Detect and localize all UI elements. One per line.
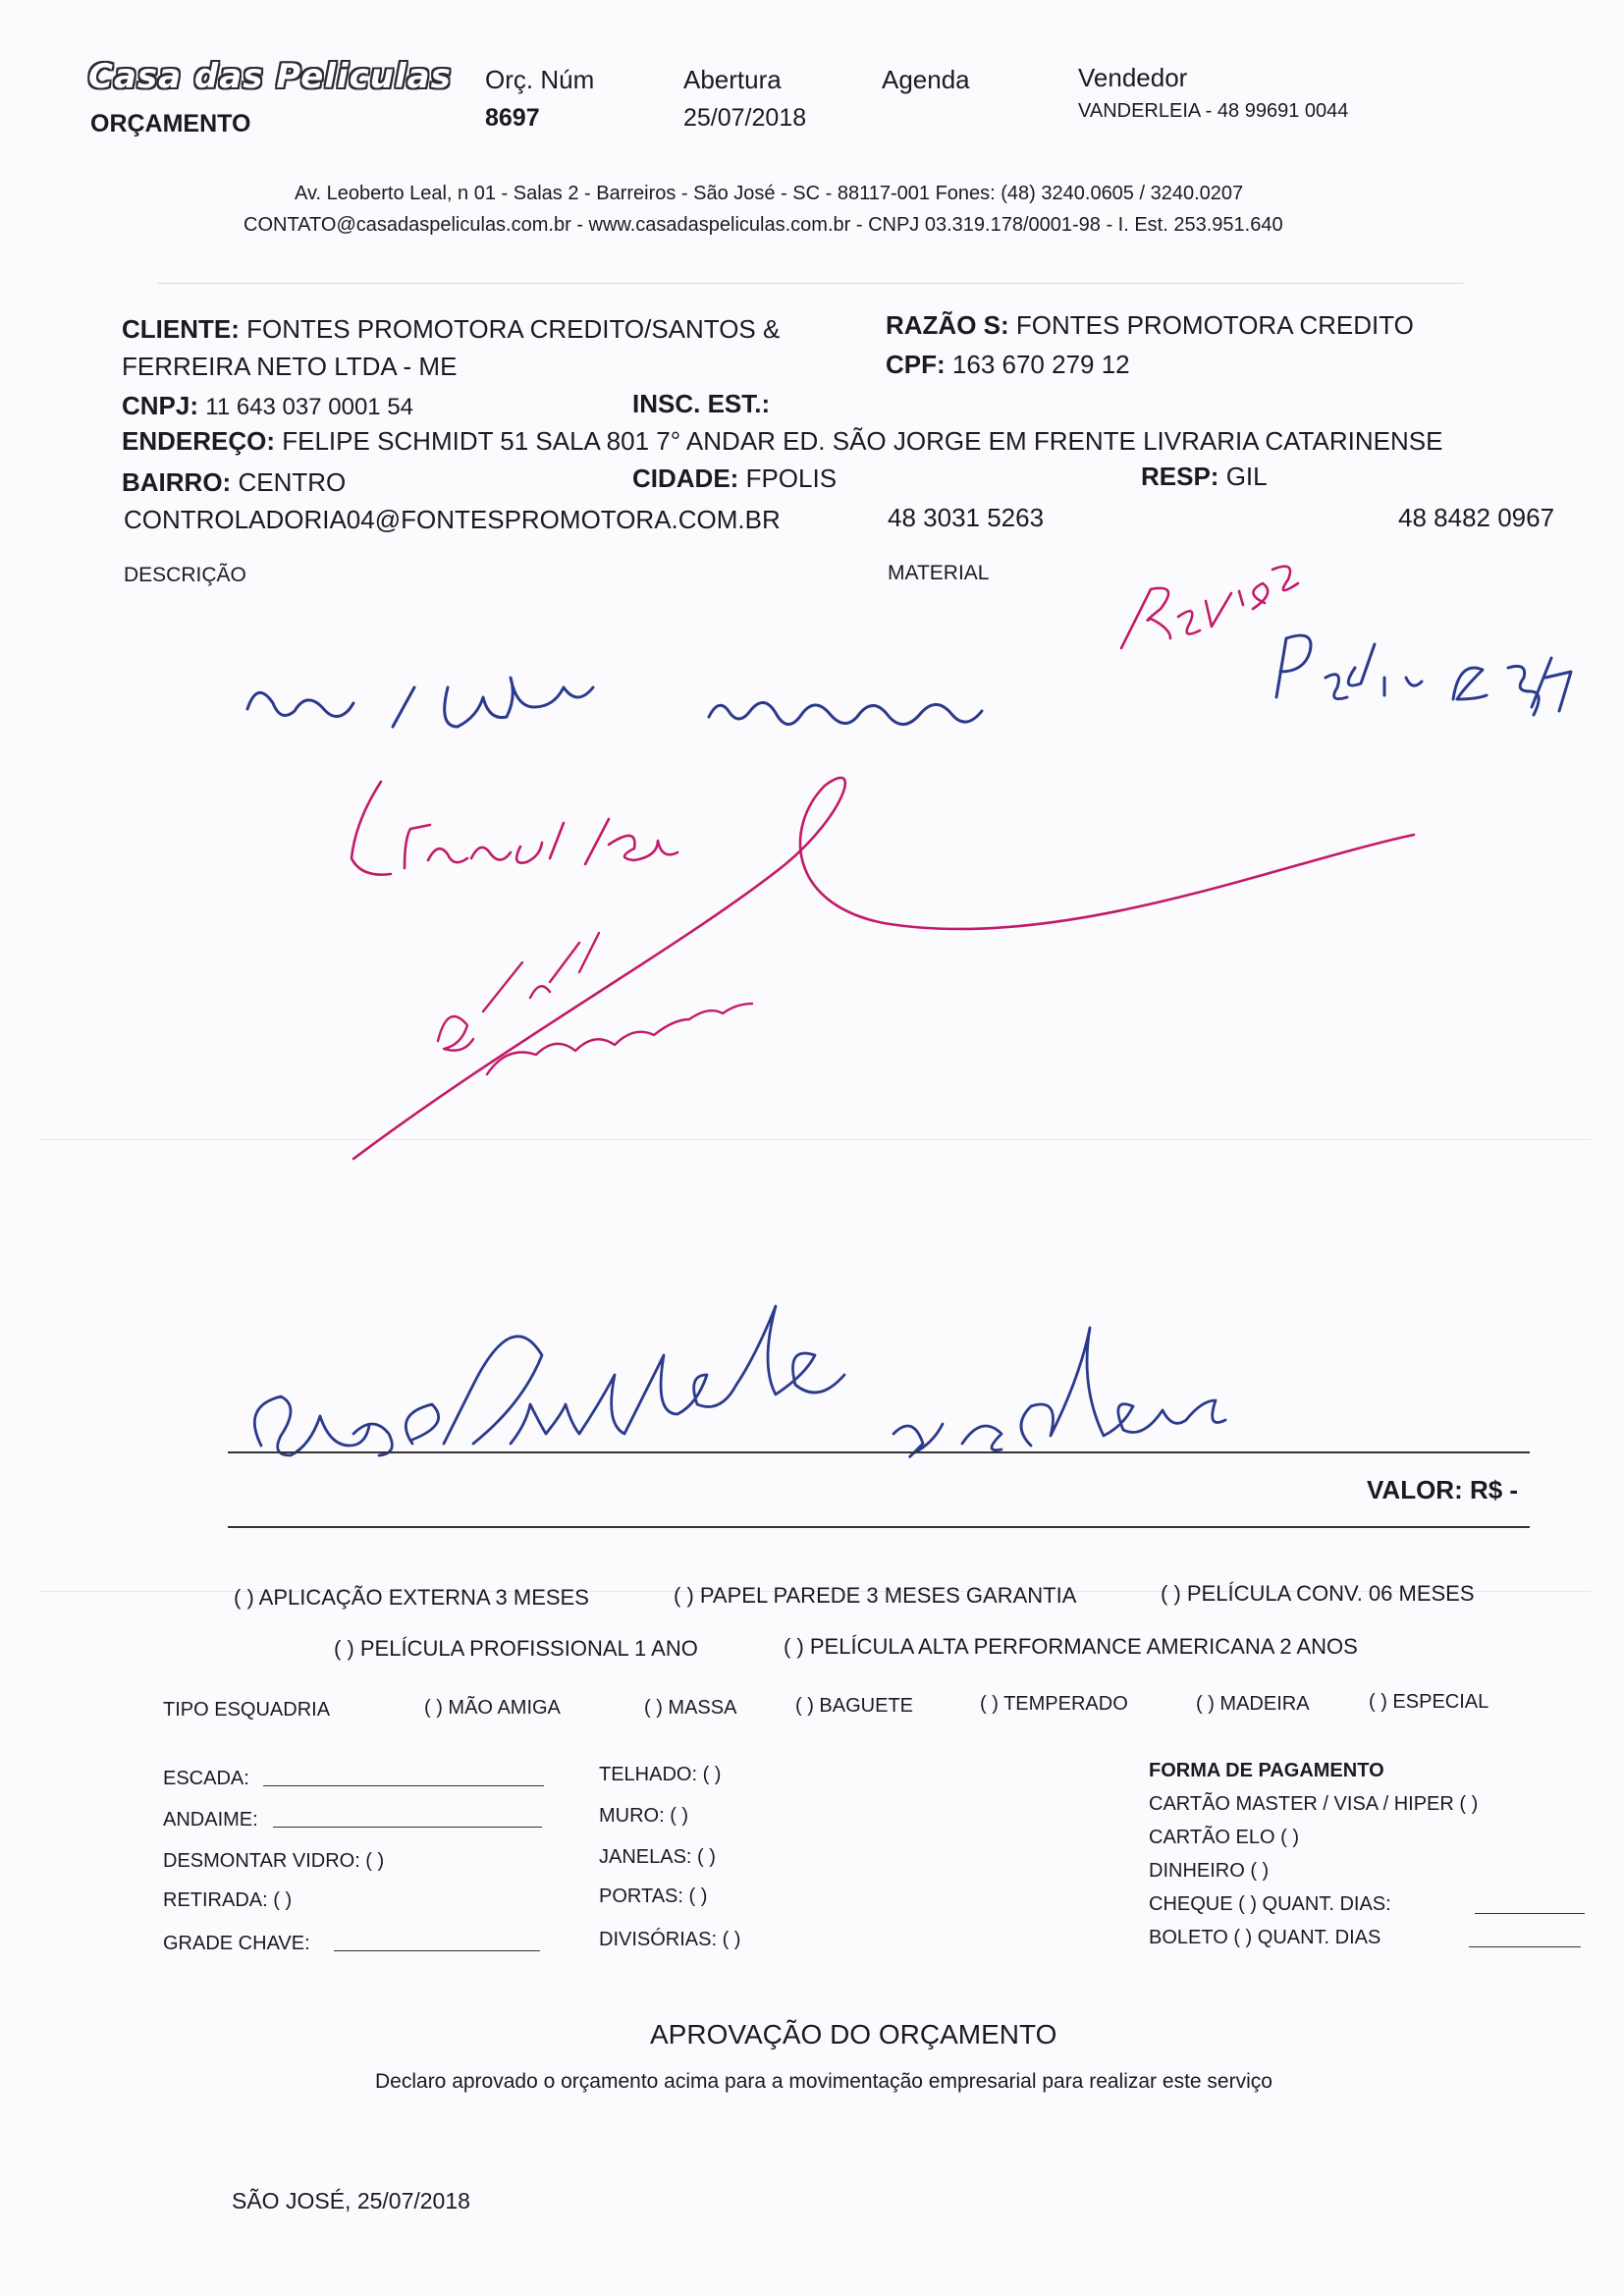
andaime-field: ANDAIME: — [163, 1809, 258, 1831]
handwritten-date — [432, 982, 435, 983]
orc-num-value: 8697 — [485, 104, 540, 132]
cpf-label: CPF: — [886, 350, 946, 379]
retirada-field[interactable]: RETIRADA: ( ) — [163, 1889, 293, 1911]
resp-value: GIL — [1225, 462, 1268, 491]
option-papel-parede[interactable]: ( ) PAPEL PAREDE 3 MESES GARANTIA — [674, 1583, 1077, 1608]
insc-label: INSC. EST.: — [632, 389, 771, 418]
company-logo: Casa das Peliculas — [88, 57, 452, 96]
document-type: ORÇAMENTO — [90, 110, 251, 137]
valor-line — [228, 1526, 1530, 1528]
vendedor-label: Vendedor — [1078, 63, 1188, 92]
handwritten-revisao — [1119, 589, 1123, 590]
company-address: Av. Leoberto Leal, n 01 - Salas 2 - Barreiros - São José - SC - 88117-001 Fones: (48) 3240.0605 / 3240.0207 — [295, 183, 1244, 204]
cidade-label: CIDADE: — [632, 464, 739, 493]
signature — [255, 1394, 264, 1395]
handwritten-pedido — [1276, 648, 1281, 649]
handwriting-stroke — [1121, 567, 1298, 648]
cpf-value: 163 670 279 12 — [951, 350, 1130, 379]
esquadria-mao-amiga[interactable]: ( ) MÃO AMIGA — [424, 1697, 561, 1719]
grade-chave-field: GRADE CHAVE: — [163, 1933, 310, 1954]
agenda-label: Agenda — [882, 65, 970, 94]
handwritten-name — [491, 1041, 499, 1042]
cnpj-value: 11 643 037 0001 54 — [205, 394, 414, 420]
pagamento-cartao-elo[interactable]: CARTÃO ELO ( ) — [1149, 1827, 1299, 1848]
client-phone1: 48 3031 5263 — [888, 503, 1045, 532]
razao-value: FONTES PROMOTORA CREDITO — [1015, 310, 1414, 340]
telhado-field[interactable]: TELHADO: ( ) — [599, 1764, 722, 1785]
abertura-label: Abertura — [683, 65, 782, 94]
footer-place-date: SÃO JOSÉ, 25/07/2018 — [232, 2188, 470, 2214]
endereco-value: FELIPE SCHMIDT 51 SALA 801 7° ANDAR ED. SÃO JORGE EM FRENTE LIVRARIA CATARINENSE — [282, 426, 1443, 456]
divisorias-field[interactable]: DIVISÓRIAS: ( ) — [599, 1929, 741, 1950]
escada-field: ESCADA: — [163, 1768, 249, 1789]
descricao-header: DESCRIÇÃO — [124, 564, 246, 586]
cidade-value: FPOLIS — [745, 464, 838, 493]
client-phone2: 48 8482 0967 — [1398, 503, 1555, 532]
material-header: MATERIAL — [888, 562, 990, 584]
bairro-value: CENTRO — [238, 467, 347, 497]
desmontar-vidro-field[interactable]: DESMONTAR VIDRO: ( ) — [163, 1850, 385, 1872]
cnpj-label: CNPJ: — [122, 391, 199, 420]
janelas-field[interactable]: JANELAS: ( ) — [599, 1846, 716, 1868]
option-aplicacao-externa[interactable]: ( ) APLICAÇÃO EXTERNA 3 MESES — [234, 1585, 589, 1610]
pagamento-title: FORMA DE PAGAMENTO — [1149, 1760, 1384, 1781]
pagamento-dinheiro[interactable]: DINHEIRO ( ) — [1149, 1860, 1270, 1882]
cliente-value: FONTES PROMOTORA CREDITO/SANTOS & — [246, 314, 781, 344]
esquadria-temperado[interactable]: ( ) TEMPERADO — [980, 1693, 1128, 1715]
endereco-label: ENDEREÇO: — [122, 426, 276, 456]
esquadria-massa[interactable]: ( ) MASSA — [644, 1697, 737, 1719]
cheque-dias-line[interactable] — [1475, 1913, 1585, 1914]
handwriting-stroke — [1276, 635, 1571, 715]
esquadria-madeira[interactable]: ( ) MADEIRA — [1196, 1693, 1310, 1715]
portas-field[interactable]: PORTAS: ( ) — [599, 1886, 708, 1907]
approval-title: APROVAÇÃO DO ORÇAMENTO — [650, 2019, 1057, 2050]
handwriting-stroke — [709, 702, 982, 724]
handwriting-stroke — [254, 1306, 1225, 1456]
handwriting-stroke — [438, 933, 752, 1074]
handwriting-stroke — [352, 782, 677, 875]
client-email: CONTROLADORIA04@FONTESPROMOTORA.COM.BR — [124, 505, 781, 534]
signature-line — [228, 1451, 1530, 1453]
approval-text: Declaro aprovado o orçamento acima para a movimentação empresarial para realizar este serviço — [375, 2070, 1272, 2093]
orc-num-label: Orç. Núm — [485, 65, 595, 94]
handwriting-stroke — [353, 778, 1414, 1159]
handwritten-trocou — [373, 805, 379, 806]
razao-label: RAZÃO S: — [886, 310, 1009, 340]
handwriting-stroke — [247, 678, 593, 727]
pagamento-boleto[interactable]: BOLETO ( ) QUANT. DIAS — [1149, 1927, 1381, 1948]
esquadria-label: TIPO ESQUADRIA — [163, 1699, 331, 1721]
handwritten-description — [236, 668, 245, 669]
esquadria-baguete[interactable]: ( ) BAGUETE — [795, 1695, 914, 1717]
option-pelicula-profissional[interactable]: ( ) PELÍCULA PROFISSIONAL 1 ANO — [334, 1636, 698, 1661]
pagamento-cheque[interactable]: CHEQUE ( ) QUANT. DIAS: — [1149, 1893, 1391, 1915]
company-contact: CONTATO@casadaspeliculas.com.br - www.casadaspeliculas.com.br - CNPJ 03.319.178/0001-98 - I. Est. 253.951.640 — [244, 214, 1283, 236]
abertura-value: 25/07/2018 — [683, 104, 807, 132]
escada-line[interactable] — [263, 1785, 544, 1786]
valor-label: VALOR: R$ - — [1367, 1475, 1519, 1504]
bairro-label: BAIRRO: — [122, 467, 232, 497]
andaime-line[interactable] — [273, 1827, 542, 1828]
pagamento-cartao-master[interactable]: CARTÃO MASTER / VISA / HIPER ( ) — [1149, 1793, 1479, 1815]
option-pelicula-conv[interactable]: ( ) PELÍCULA CONV. 06 MESES — [1161, 1581, 1475, 1606]
cliente-label: CLIENTE: — [122, 314, 240, 344]
grade-chave-line[interactable] — [334, 1950, 540, 1951]
boleto-dias-line[interactable] — [1469, 1946, 1581, 1947]
cliente-line2: FERREIRA NETO LTDA - ME — [122, 352, 458, 381]
muro-field[interactable]: MURO: ( ) — [599, 1805, 689, 1827]
vendedor-value: VANDERLEIA - 48 99691 0044 — [1078, 100, 1349, 122]
resp-label: RESP: — [1141, 462, 1219, 491]
esquadria-especial[interactable]: ( ) ESPECIAL — [1369, 1691, 1489, 1713]
option-pelicula-alta-performance[interactable]: ( ) PELÍCULA ALTA PERFORMANCE AMERICANA 2 ANOS — [784, 1634, 1358, 1659]
